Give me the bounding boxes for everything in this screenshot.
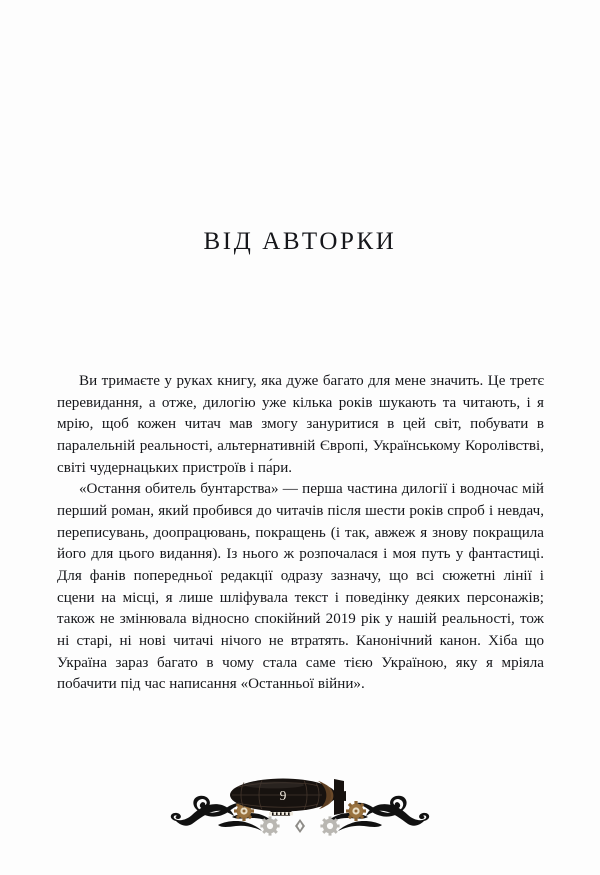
body-paragraph: «Остання обитель бунтарства» — перша частина дилогії і водночас мій перший роман, який пробився до читачів після шести років спроб і невдач, переписувань, доопрацювань, покращень (і так, авжеж я знову покращила його для цього видання). Із нього ж розпочалася і моя путь у фантастиці. Для фанів попередньої редакції одразу зазначу, що всі сюжетні лінії і сцени на місці, я лише шліфувала текст і поведінку деяких персонажів; також не змінювала відносно спокійний 2019 рік у нашій реальності, тож ні старі, ні нові читачі нічого не втратять. Канонічний канон. Хіба що Україна зараз багато в чому стала саме тією Україною, яку я мріяла побачити під час написання «Останньої війни». (57, 481, 544, 693)
gear-bronze-right-icon (346, 801, 366, 821)
gear-gray-right-icon (320, 816, 339, 835)
diamond-motif-icon (295, 819, 305, 833)
body-text-block (57, 371, 544, 696)
page-title: ВІД АВТОРКИ (203, 228, 397, 255)
folio-number: 9 (279, 788, 287, 803)
body-paragraph: Ви тримаєте у руках книгу, яка дуже багато для мене значить. Це третє перевидання, а отже, дилогію уже кілька років шукають та читають, і я мрію, щоб кожен читач мав змогу зануритися в цей світ, побувати в паралельній реальності, альтернативній Європі, Українському Королівстві, світі чудернацьких пристроїв і па́ри. (57, 373, 544, 476)
gear-gray-left-icon (260, 816, 279, 835)
airship-ornament (166, 769, 434, 841)
